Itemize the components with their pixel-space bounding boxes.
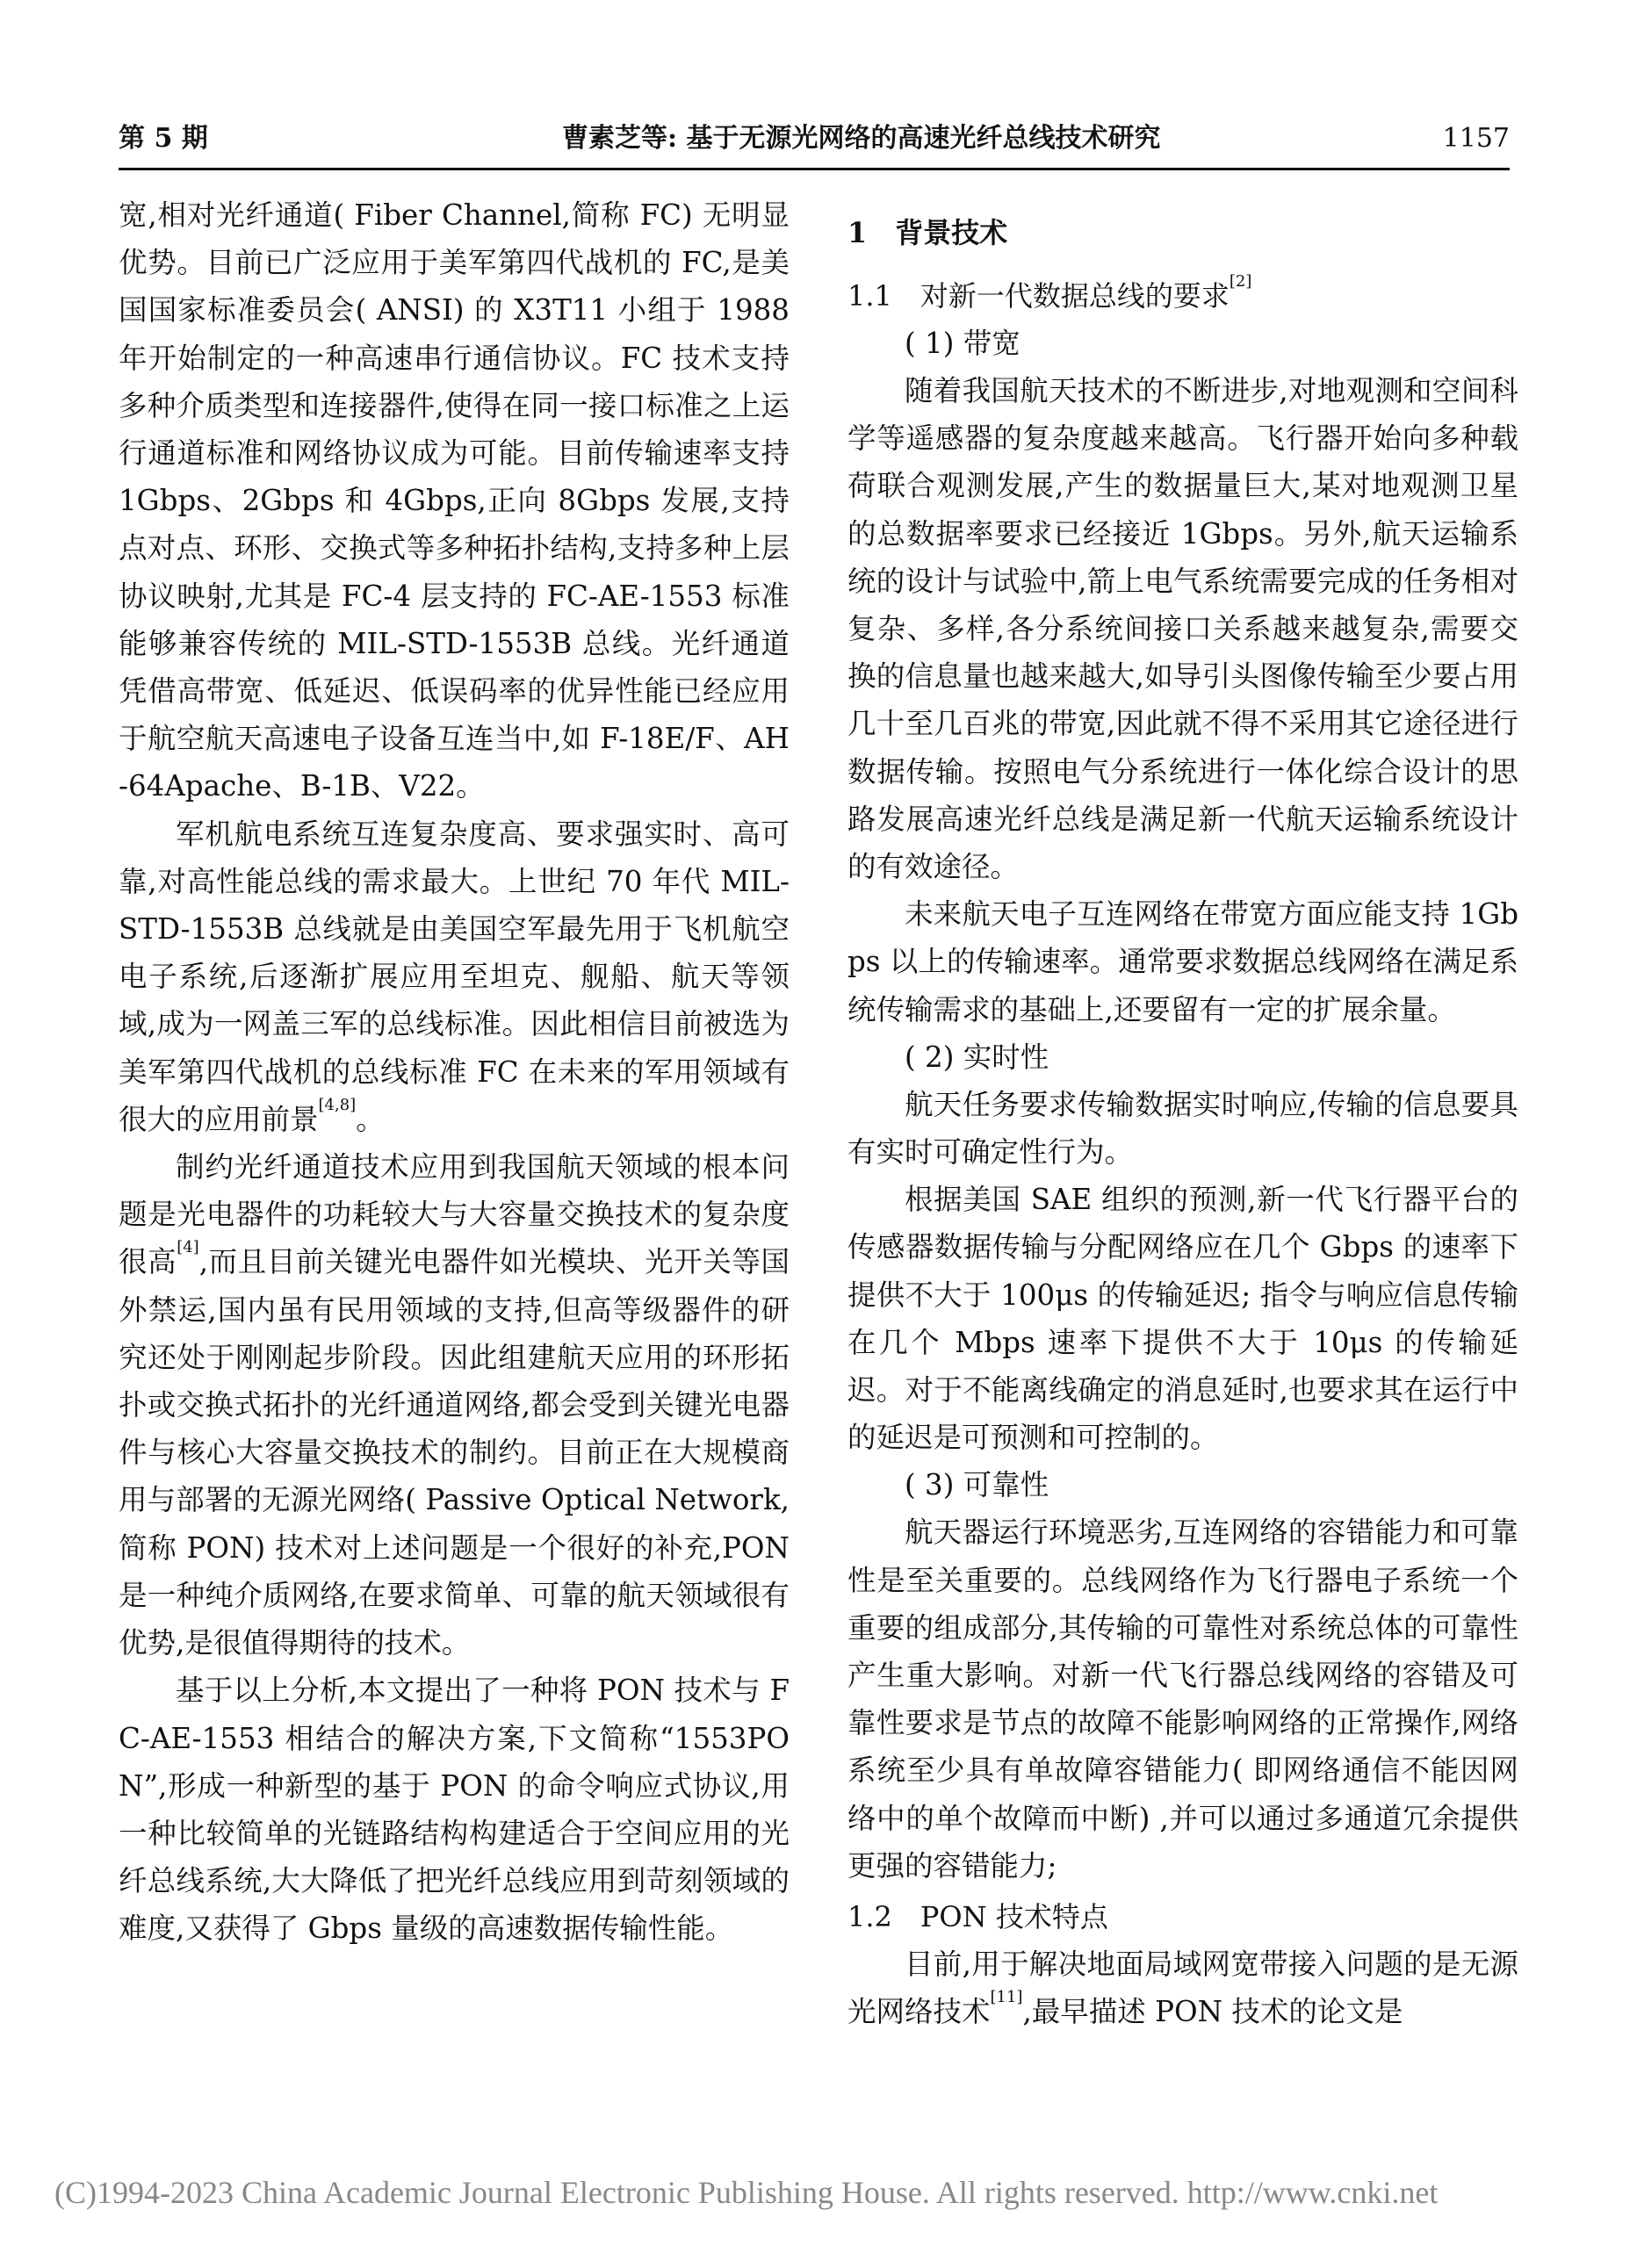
page-number: 1157 xyxy=(1442,123,1510,154)
citation[interactable]: [2] xyxy=(1229,272,1252,291)
section-heading: 1 背景技术 xyxy=(847,216,1008,249)
subsection-title: 1.1 对新一代数据总线的要求 xyxy=(847,279,1230,313)
issue-label: 第 5 期 xyxy=(119,123,208,154)
realtime-paragraph-1: 航天任务要求传输数据实时响应,传输的信息要具有实时可确定性行为。 xyxy=(847,1087,1518,1170)
copyright-footer: (C)1994-2023 China Academic Journal Electronic Publishing House. All rights reserved. http://www.cnki.net xyxy=(54,2175,1439,2210)
reliability-paragraph: 航天器运行环境恶劣,互连网络的容错能力和可靠性是至关重要的。总线网络作为飞行器电子系统一个重要的组成部分,其传输的可靠性对系统总体的可靠性产生重大影响。对新一代飞行器总线网络的容错及可靠性要求是节点的故障不能影响网络的正常操作,网络系统至少具有单故障容错能力( 即网络通信不能因网络中的单个故障而中断) ,并可以通过多通道冗余提供更强的容错能力; xyxy=(847,1516,1518,1883)
bandwidth-paragraph-2: 未来航天电子互连网络在带宽方面应能支持 1Gbps 以上的传输速率。通常要求数据总线网络在满足系统传输需求的基础上,还要留有一定的扩展余量。 xyxy=(847,897,1518,1026)
paragraph-text-cont: ,最早描述 PON 技术的论文是 xyxy=(1022,1995,1403,2029)
subsection-heading-pon: 1.2 PON 技术特点 xyxy=(847,1900,1108,1934)
subsection-heading xyxy=(847,272,1518,320)
paragraph-text: 军机航电系统互连复杂度高、要求强实时、高可靠,对高性能总线的需求最大。上世纪 70 年代 MIL-STD-1553B 总线就是由美国空军最先用于飞机航空电子系统,后逐渐扩展应用至坦克、舰船、航天等领域,成为一网盖三军的总线标准。因此相信目前被选为美军第四代战机的总线标准 FC 在未来的军用领域有很大的应用前景 xyxy=(119,817,790,1136)
bandwidth-paragraph-1: 随着我国航天技术的不断进步,对地观测和空间科学等遥感器的复杂度越来越高。飞行器开始向多种载荷联合观测发展,产生的数据量巨大,某对地观测卫星的总数据率要求已经接近 1Gbps。另外,航天运输系统的设计与试验中,箭上电气系统需要完成的任务相对复杂、多样,各分系统间接口关系越来越复杂,需要交换的信息量也越来越大,如导引头图像传输至少要占用几十至几百兆的带宽,因此就不得不采用其它途径进行数据传输。按照电气分系统进行一体化综合设计的思路发展高速光纤总线是满足新一代航天运输系统设计的有效途径。 xyxy=(847,374,1518,884)
item-heading-bandwidth: ( 1) 带宽 xyxy=(905,327,1020,360)
running-title: 曹素芝等: 基于无源光网络的高速光纤总线技术研究 xyxy=(562,123,1161,154)
pon-paragraph xyxy=(847,1940,1518,2035)
paragraph-tail: 。 xyxy=(356,1102,385,1136)
item-heading-realtime: ( 2) 实时性 xyxy=(905,1040,1049,1074)
citation[interactable]: [11] xyxy=(990,1988,1023,2007)
paragraph-text: 目前,用于解决地面局域网宽带接入问题的是无源光网络技术 xyxy=(847,1948,1518,2029)
left-column xyxy=(119,191,790,1953)
left-paragraph-2 xyxy=(119,810,790,1143)
right-column xyxy=(847,191,1518,2036)
left-paragraph-1: 宽,相对光纤通道( Fiber Channel,简称 FC) 无明显优势。目前已广泛应用于美军第四代战机的 FC,是美国国家标准委员会( ANSI) 的 X3T11 小组于 1988 年开始制定的一种高速串行通信协议。FC 技术支持多种介质类型和连接器件,使得在同一接口标准之上运行通道标准和网络协议成为可能。目前传输速率支持 1Gbps、2Gbps 和 4Gbps,正向 8Gbps 发展,支持点对点、环形、交换式等多种拓扑结构,支持多种上层协议映射,尤其是 FC-4 层支持的 FC-AE-1553 标准能够兼容传统的 MIL-STD-1553B 总线。光纤通道凭借高带宽、低延迟、低误码率的优异性能已经应用于航空航天高速电子设备互连当中,如 F-18E/F、AH-64Apache、B-1B、V22。 xyxy=(119,198,790,803)
left-paragraph-4: 基于以上分析,本文提出了一种将 PON 技术与 FC-AE-1553 相结合的解决方案,下文简称“1553PON”,形成一种新型的基于 PON 的命令响应式协议,用一种比较简单的光链路结构构建适合于空间应用的光纤总线系统,大大降低了把光纤总线应用到苛刻领域的难度,又获得了 Gbps 量级的高速数据传输性能。 xyxy=(119,1674,790,1946)
header-rule xyxy=(119,168,1510,170)
citation[interactable]: [4,8] xyxy=(318,1095,357,1114)
citation[interactable]: [4] xyxy=(177,1238,199,1257)
item-heading-reliability: ( 3) 可靠性 xyxy=(905,1468,1049,1502)
left-paragraph-3 xyxy=(119,1143,790,1667)
paragraph-text-cont: ,而且目前关键光电器件如光模块、光开关等国外禁运,国内虽有民用领域的支持,但高等级器件的研究还处于刚刚起步阶段。因此组建航天应用的环形拓扑或交换式拓扑的光纤通道网络,都会受到关键光电器件与核心大容量交换技术的制约。目前正在大规模商用与部署的无源光网络( Passive Optical Network,简称 PON) 技术对上述问题是一个很好的补充,PON 是一种纯介质网络,在要求简单、可靠的航天领域很有优势,是很值得期待的技术。 xyxy=(119,1245,790,1660)
realtime-paragraph-2: 根据美国 SAE 组织的预测,新一代飞行器平台的传感器数据传输与分配网络应在几个 Gbps 的速率下提供不大于 100μs 的传输延迟; 指令与响应信息传输在几个 Mbps 速率下提供不大于 10μs 的传输延迟。对于不能离线确定的消息延时,也要求其在运行中的延迟是可预测和可控制的。 xyxy=(847,1183,1518,1455)
paragraph-text: 制约光纤通道技术应用到我国航天领域的根本问题是光电器件的功耗较大与大容量交换技术的复杂度很高 xyxy=(119,1150,790,1279)
